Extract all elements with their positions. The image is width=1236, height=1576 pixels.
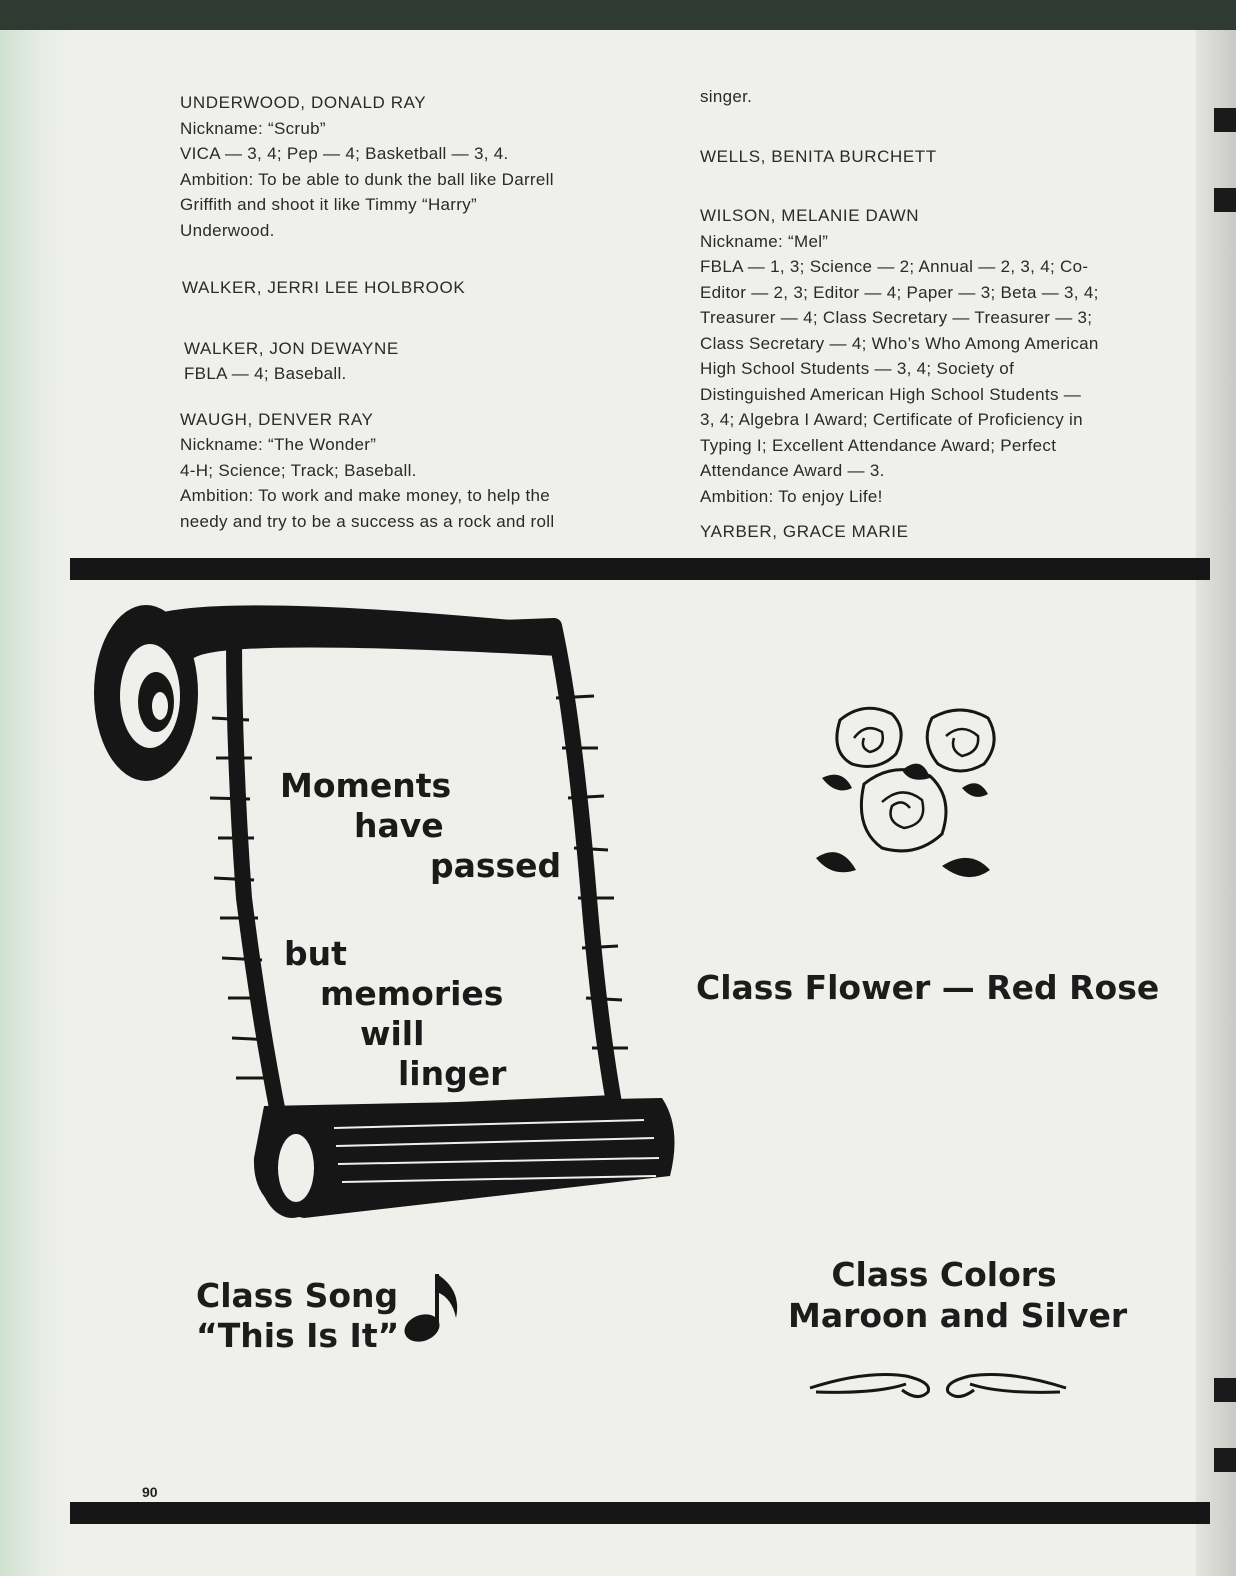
entry-line: needy and try to be a success as a rock and roll bbox=[180, 511, 555, 531]
entry-line: Ambition: To enjoy Life! bbox=[700, 486, 883, 506]
page-tab bbox=[1214, 188, 1236, 212]
entry-line: FBLA — 4; Baseball. bbox=[184, 364, 347, 383]
senior-entry bbox=[700, 144, 1180, 170]
class-colors-heading bbox=[788, 1254, 1128, 1336]
scroll-text-line: passed bbox=[430, 846, 562, 885]
left-column bbox=[180, 90, 660, 534]
senior-entry bbox=[180, 90, 660, 243]
flourish-icon bbox=[806, 1360, 1070, 1410]
yearbook-page bbox=[0, 30, 1236, 1576]
entry-line: Attendance Award — 3. bbox=[700, 461, 885, 480]
page-tab bbox=[1214, 1378, 1236, 1402]
class-song-heading bbox=[196, 1276, 399, 1356]
class-colors-title: Class Colors bbox=[831, 1255, 1057, 1294]
entry-name: WALKER, JON DEWAYNE bbox=[184, 338, 399, 358]
page-edge bbox=[1196, 30, 1236, 1576]
entry-line: Ambition: To work and make money, to help the bbox=[180, 486, 551, 505]
entry-name: WELLS, BENITA BURCHETT bbox=[700, 146, 937, 166]
entry-line: Underwood. bbox=[180, 220, 275, 240]
scroll-text-line: will bbox=[360, 1014, 425, 1053]
class-song-name: “This Is It” bbox=[196, 1316, 400, 1355]
entry-line: FBLA — 1, 3; Science — 2; Annual — 2, 3, 4; Co- bbox=[700, 257, 1089, 276]
music-note-icon bbox=[400, 1268, 470, 1344]
binding-shadow bbox=[0, 30, 70, 1576]
entry-line: Typing I; Excellent Attendance Award; Perfect bbox=[700, 435, 1057, 455]
right-column bbox=[700, 84, 1180, 545]
senior-entry bbox=[180, 336, 660, 387]
class-colors-value: Maroon and Silver bbox=[788, 1296, 1128, 1335]
entry-line: 4-H; Science; Track; Baseball. bbox=[180, 460, 417, 480]
entry-line: High School Students — 3, 4; Society of bbox=[700, 359, 1015, 378]
entry-line: Nickname: “Scrub” bbox=[180, 118, 326, 138]
scroll-icon bbox=[84, 598, 684, 1240]
scroll-text-line: linger bbox=[398, 1054, 507, 1093]
class-song-title: Class Song bbox=[196, 1276, 399, 1315]
entry-line: Class Secretary — 4; Who’s Who Among American bbox=[700, 333, 1099, 353]
page-tab bbox=[1214, 108, 1236, 132]
scroll-illustration bbox=[84, 598, 684, 1240]
class-flower-heading: Class Flower — Red Rose bbox=[696, 968, 1160, 1007]
continued-text: singer. bbox=[700, 87, 753, 106]
entry-line: Nickname: “The Wonder” bbox=[180, 435, 377, 454]
scroll-text-line: memories bbox=[320, 974, 504, 1013]
entry-line: Griffith and shoot it like Timmy “Harry” bbox=[180, 195, 477, 214]
entry-name: UNDERWOOD, DONALD RAY bbox=[180, 93, 427, 112]
entry-line: Treasurer — 4; Class Secretary — Treasurer — 3; bbox=[700, 308, 1093, 327]
senior-entry bbox=[180, 407, 660, 535]
entry-line: Nickname: “Mel” bbox=[700, 231, 829, 251]
senior-entry bbox=[180, 275, 660, 301]
entry-line: VICA — 3, 4; Pep — 4; Basketball — 3, 4. bbox=[180, 144, 509, 163]
scroll-text-line: have bbox=[354, 806, 444, 845]
senior-entry bbox=[700, 519, 1180, 545]
entry-name: WALKER, JERRI LEE HOLBROOK bbox=[182, 278, 466, 297]
entry-line: Distinguished American High School Students — bbox=[700, 384, 1082, 404]
entry-line: 3, 4; Algebra I Award; Certificate of Proficiency in bbox=[700, 410, 1083, 429]
page-number: 90 bbox=[142, 1484, 158, 1500]
entry-name: YARBER, GRACE MARIE bbox=[700, 522, 909, 541]
scroll-text-line: Moments bbox=[280, 766, 452, 805]
page-tab bbox=[1214, 1448, 1236, 1472]
entry-name: WILSON, MELANIE DAWN bbox=[700, 206, 920, 225]
divider-rule bbox=[70, 1502, 1210, 1524]
senior-entry bbox=[700, 203, 1180, 509]
rose-icon bbox=[812, 698, 1004, 898]
scroll-text-line: but bbox=[284, 934, 347, 973]
entry-line: Editor — 2, 3; Editor — 4; Paper — 3; Beta — 3, 4; bbox=[700, 282, 1099, 302]
divider-rule bbox=[70, 558, 1210, 580]
entry-line: Ambition: To be able to dunk the ball like Darrell bbox=[180, 169, 554, 189]
entry-name: WAUGH, DENVER RAY bbox=[180, 409, 374, 429]
